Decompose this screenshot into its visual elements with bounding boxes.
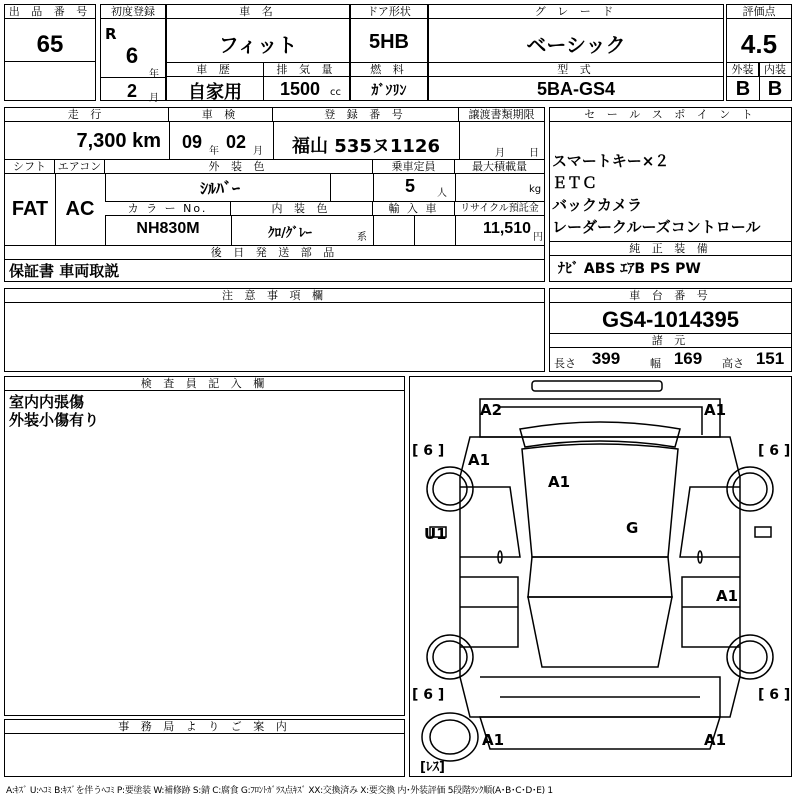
score-box	[726, 4, 792, 63]
tire-rear-left: [ 6 ]	[412, 687, 445, 703]
car-name: フィット	[218, 33, 298, 57]
interior-color-label: 内 装 色	[231, 202, 373, 216]
height-label: 高さ	[722, 357, 744, 370]
exterior-label: 外装	[727, 63, 759, 77]
mark-front-left: A2	[480, 401, 503, 419]
sales-point-4: レーダークルーズコントロール	[552, 218, 761, 236]
lot-number: 65	[36, 31, 64, 58]
history-box	[166, 62, 264, 101]
reg-month-unit: 月	[149, 93, 159, 104]
chassis-box	[549, 288, 792, 372]
ac-label: エアコン	[55, 160, 105, 174]
tire-rear-right: [ 6 ]	[758, 687, 791, 703]
later-parts-label: 後 日 発 送 部 品	[5, 246, 544, 260]
transfer-day-unit: 日	[529, 148, 539, 159]
ac: AC	[65, 198, 95, 220]
mark-fender-left: A1	[468, 451, 491, 469]
reg-year: 6	[125, 43, 139, 68]
interior-label: 内装	[759, 63, 791, 77]
mileage-label: 走 行	[5, 108, 169, 122]
first-reg-box	[100, 4, 166, 104]
transfer-month-unit: 月	[495, 148, 505, 159]
tire-front-right: [ 6 ]	[758, 443, 791, 459]
dims-label: 諸 元	[550, 333, 791, 348]
inspection-month-unit: 月	[253, 146, 263, 157]
door-label: ドア形状	[351, 5, 427, 19]
recycle-unit: 円	[533, 232, 543, 243]
mark-front-right: A1	[704, 401, 727, 419]
era: R	[105, 25, 117, 43]
interior-grade: B	[767, 78, 783, 100]
mark-door-right: A1	[716, 587, 739, 605]
plate-label: 登 録 番 号	[273, 108, 459, 122]
history: 自家用	[188, 82, 242, 103]
shift: FAT	[11, 198, 49, 220]
capacity: 5	[404, 176, 415, 196]
model-label: 型 式	[429, 63, 723, 77]
inspection-month: 02	[225, 132, 247, 152]
chassis-number: GS4-1014395	[602, 307, 739, 332]
lot-box	[4, 4, 96, 101]
first-reg-label: 初度登録	[101, 5, 165, 19]
info-table	[4, 107, 545, 282]
interior-color: ｸﾛ/ｸﾞﾚｰ	[268, 226, 312, 241]
transfer-label: 譲渡書類期限	[459, 108, 544, 122]
legend: A:ｷｽﾞ U:ﾍｺﾐ B:ｷｽﾞを伴うﾍｺﾐ P:要塗装 W:補修跡 S:錆 C:腐食 G:ﾌﾛﾝﾄｶﾞﾗｽ点ｷｽﾞ XX:交換済み X:要交換 内･外装評価 5段階ﾗﾝｸ順(A･B･C･D･E) 1	[6, 786, 553, 796]
inspector-line-1: 室内内張傷	[9, 393, 85, 411]
color-no: NH830M	[136, 220, 200, 237]
notes-box	[4, 288, 545, 372]
mark-glass: G	[626, 519, 639, 537]
length: 399	[591, 349, 621, 368]
displacement-box	[263, 62, 350, 101]
length-label: 長さ	[554, 357, 576, 370]
mark-rear-left: A1	[482, 731, 505, 749]
inspection-year: 09	[181, 132, 203, 152]
interior-color-suffix: 系	[357, 232, 367, 243]
equipment-label: 純 正 装 備	[550, 242, 791, 256]
sales-label: セ ー ル ス ポ イ ン ト	[550, 108, 791, 122]
recycle-fee: 11,510	[482, 220, 531, 237]
import-label: 輸 入 車	[373, 202, 455, 216]
sales-point-3: バックカメラ	[552, 196, 643, 214]
grade-label: グ レ ー ド	[429, 5, 723, 19]
chassis-label: 車 台 番 号	[550, 289, 791, 303]
door-type: 5HB	[368, 31, 409, 53]
later-parts: 保証書 車両取説	[9, 262, 120, 280]
spare-tire: [ﾚｽ]	[420, 760, 445, 775]
inspection-label: 車 検	[169, 108, 273, 122]
car-diagram-box	[409, 376, 792, 777]
door-box	[350, 4, 428, 63]
grade-box	[428, 4, 724, 63]
displacement-label: 排 気 量	[264, 63, 349, 77]
equipment: ﾅﾋﾞ ABS ｴｱB PS PW	[558, 261, 701, 277]
capacity-unit: 人	[437, 188, 447, 199]
color-label: 外 装 色	[105, 160, 373, 174]
notes-label: 注 意 事 項 欄	[5, 289, 544, 303]
displacement: 1500	[279, 79, 321, 99]
fuel-box	[350, 62, 428, 101]
displacement-unit: cc	[330, 87, 341, 98]
load-unit: kg	[529, 184, 542, 195]
office-label: 事 務 局 よ り ご 案 内	[5, 720, 404, 734]
car-diagram	[410, 377, 791, 776]
mark-rear-right: A1	[704, 731, 727, 749]
mileage: 7,300 km	[76, 130, 161, 152]
color: ｼﾙﾊﾞｰ	[199, 179, 240, 198]
score: 4.5	[740, 29, 778, 59]
inspection-year-unit: 年	[209, 146, 219, 157]
grade: ベーシック	[526, 33, 626, 57]
sales-point-2: ＥＴＣ	[552, 174, 598, 192]
tire-front-left: [ 6 ]	[412, 443, 445, 459]
inspector-line-2: 外装小傷有り	[9, 411, 100, 429]
fuel: ｶﾞｿﾘﾝ	[371, 83, 407, 99]
reg-month: 2	[126, 81, 137, 101]
color-no-label: カ ラ ー No.	[105, 202, 231, 216]
exterior-grade: B	[735, 78, 751, 100]
history-label: 車 歴	[167, 63, 263, 77]
fuel-label: 燃 料	[351, 63, 427, 77]
lot-label: 出 品 番 号	[5, 5, 95, 19]
height: 151	[755, 349, 785, 368]
mark-roof: A1	[548, 473, 571, 491]
sales-point-1: スマートキー×２	[552, 152, 670, 170]
capacity-label: 乗車定員	[373, 160, 455, 174]
inspector-label: 検 査 員 記 入 欄	[5, 377, 404, 391]
load-label: 最大積載量	[455, 160, 544, 174]
model: 5BA-GS4	[536, 79, 616, 99]
reg-year-unit: 年	[149, 69, 159, 80]
model-box	[428, 62, 724, 101]
office-box	[4, 719, 405, 777]
mark-door-left: U1	[424, 525, 447, 543]
width: 169	[673, 349, 703, 368]
car-name-box	[166, 4, 350, 63]
recycle-label: リサイクル預託金	[455, 202, 544, 216]
width-label: 幅	[650, 357, 661, 370]
ext-int-box	[726, 62, 792, 101]
inspector-box	[4, 376, 405, 716]
car-name-label: 車 名	[167, 5, 349, 19]
score-label: 評価点	[727, 5, 791, 19]
plate: 福山 535ヌ1126	[292, 136, 440, 157]
shift-label: シフト	[5, 160, 55, 174]
sales-box	[549, 107, 792, 282]
